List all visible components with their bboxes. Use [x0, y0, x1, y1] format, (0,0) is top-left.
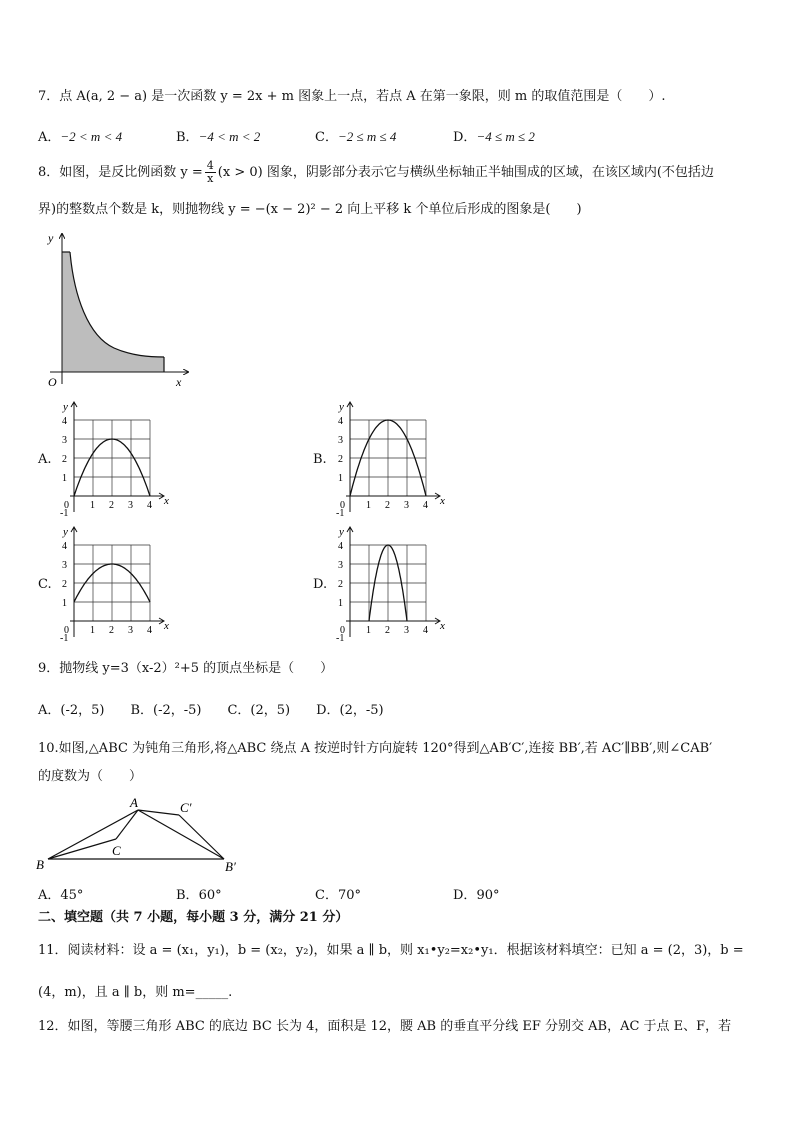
x-tick-label: 0 — [340, 625, 345, 636]
y-tick-label: 4 — [338, 416, 343, 427]
y-tick-label: -1 — [336, 633, 345, 644]
x-axis-label: x — [164, 620, 169, 632]
y-axis-label: y — [48, 231, 54, 245]
q8-graph-c — [58, 523, 178, 645]
q8-graph-b — [334, 398, 454, 520]
y-tick-label: 1 — [338, 473, 343, 484]
section-fill-in-heading: 二、填空题（共 7 小题，每小题 3 分，满分 21 分） — [38, 910, 349, 925]
x-tick-label: 4 — [147, 625, 152, 636]
y-tick-label: 4 — [338, 541, 343, 552]
q7-option-c: C．−2 ≤ m ≤ 4 — [315, 129, 397, 145]
y-axis-label: y — [63, 526, 68, 538]
x-tick-label: 1 — [366, 625, 371, 636]
y-axis-label: y — [339, 401, 344, 413]
q8-stem-line2: 界)的整数点个数是 k，则抛物线 y = −(x − 2)² − 2 向上平移 k 个单位后形成的图象是( ) — [38, 202, 582, 217]
y-tick-label: -1 — [60, 508, 69, 519]
q11-stem-line2: (4，m)，且 a ∥ b，则 m=_____. — [38, 985, 233, 1000]
x-tick-label: 2 — [109, 625, 114, 636]
q10-triangle-figure — [34, 795, 244, 875]
x-tick-label: 2 — [109, 500, 114, 511]
y-tick-label: 1 — [62, 473, 67, 484]
x-tick-label: 4 — [147, 500, 152, 511]
q8-fraction: $\frac{4}{x}$ — [206, 159, 214, 185]
x-tick-label: 0 — [64, 625, 69, 636]
point-c-label: C — [112, 843, 121, 858]
x-tick-label: 1 — [90, 625, 95, 636]
q10-option-a: A．45° — [38, 888, 84, 903]
q10-option-d: D．90° — [453, 888, 500, 903]
y-axis-label: y — [339, 526, 344, 538]
x-axis-label: x — [176, 375, 182, 389]
origin-label: O — [48, 375, 57, 389]
q9-options: A．(-2，5) B．(-2，-5) C．(2，5) D．(2，-5) — [38, 703, 384, 718]
x-tick-label: 0 — [64, 500, 69, 511]
y-tick-label: 4 — [62, 541, 67, 552]
q8-graph-d — [334, 523, 454, 645]
q10-option-c: C．70° — [315, 888, 361, 903]
q8-hyperbola-figure — [40, 228, 200, 390]
y-tick-label: 4 — [62, 416, 67, 427]
y-axis-label: y — [63, 401, 68, 413]
x-tick-label: 3 — [404, 625, 409, 636]
q10-stem-line2: 的度数为（ ） — [38, 769, 143, 784]
q7-option-a: A．−2 < m < 4 — [38, 129, 123, 145]
x-axis-label: x — [440, 620, 445, 632]
q10-option-b: B．60° — [176, 888, 222, 903]
x-axis-label: x — [440, 495, 445, 507]
q9-stem: 9．抛物线 y=3（x-2）²+5 的顶点坐标是（ ） — [38, 661, 334, 676]
x-tick-label: 1 — [366, 500, 371, 511]
x-tick-label: 2 — [385, 500, 390, 511]
q8-option-b-label: B. — [313, 452, 327, 467]
q8-option-d-label: D. — [313, 577, 328, 592]
x-tick-label: 1 — [90, 500, 95, 511]
q7-option-d: D．−4 ≤ m ≤ 2 — [453, 129, 535, 145]
y-tick-label: 3 — [338, 435, 343, 446]
y-tick-label: 3 — [62, 560, 67, 571]
q11-stem-line1: 11．阅读材料：设 a = (x₁，y₁)，b = (x₂，y₂)，如果 a ∥ b，则 x₁•y₂=x₂•y₁．根据该材料填空：已知 a = (2，3)，b = — [38, 943, 744, 958]
point-bprime-label: B′ — [225, 859, 236, 874]
y-tick-label: 2 — [62, 454, 67, 465]
y-tick-label: 3 — [62, 435, 67, 446]
y-tick-label: -1 — [60, 633, 69, 644]
point-a-label: A — [130, 795, 138, 810]
x-tick-label: 4 — [423, 625, 428, 636]
x-tick-label: 3 — [128, 625, 133, 636]
x-axis-label: x — [164, 495, 169, 507]
y-tick-label: 2 — [338, 454, 343, 465]
point-b-label: B — [36, 857, 44, 872]
q8-stem-line1: 8．如图，是反比例函数 y = $\frac{4}{x}$ (x > 0) 图象，阴影部分表示它与横纵坐标轴正半轴围成的区域，在该区域内(不包括边 — [38, 159, 714, 185]
q8-option-a-label: A. — [38, 452, 52, 467]
y-tick-label: 3 — [338, 560, 343, 571]
x-tick-label: 3 — [404, 500, 409, 511]
q7-stem: 7．点 A(a, 2 − a) 是一次函数 y = 2x + m 图象上一点，若点 A 在第一象限，则 m 的取值范围是（ ）. — [38, 89, 666, 104]
q10-stem-line1: 10.如图,△ABC 为钝角三角形,将△ABC 绕点 A 按逆时针方向旋转 120°得到△AB′C′,连接 BB′,若 AC′∥BB′,则∠CAB′ — [38, 741, 713, 756]
q8-option-c-label: C. — [38, 577, 52, 592]
y-tick-label: 2 — [338, 579, 343, 590]
y-tick-label: 1 — [338, 598, 343, 609]
x-tick-label: 2 — [385, 625, 390, 636]
y-tick-label: 1 — [62, 598, 67, 609]
shaded-region — [62, 252, 164, 372]
x-tick-label: 4 — [423, 500, 428, 511]
y-tick-label: 2 — [62, 579, 67, 590]
q8-graph-a — [58, 398, 178, 520]
q7-option-b: B．−4 < m < 2 — [176, 129, 261, 145]
q12-stem: 12．如图，等腰三角形 ABC 的底边 BC 长为 4，面积是 12，腰 AB 的垂直平分线 EF 分别交 AB，AC 于点 E、F，若 — [38, 1019, 732, 1034]
y-tick-label: -1 — [336, 508, 345, 519]
point-cprime-label: C′ — [180, 800, 192, 815]
x-tick-label: 3 — [128, 500, 133, 511]
x-tick-label: 0 — [340, 500, 345, 511]
